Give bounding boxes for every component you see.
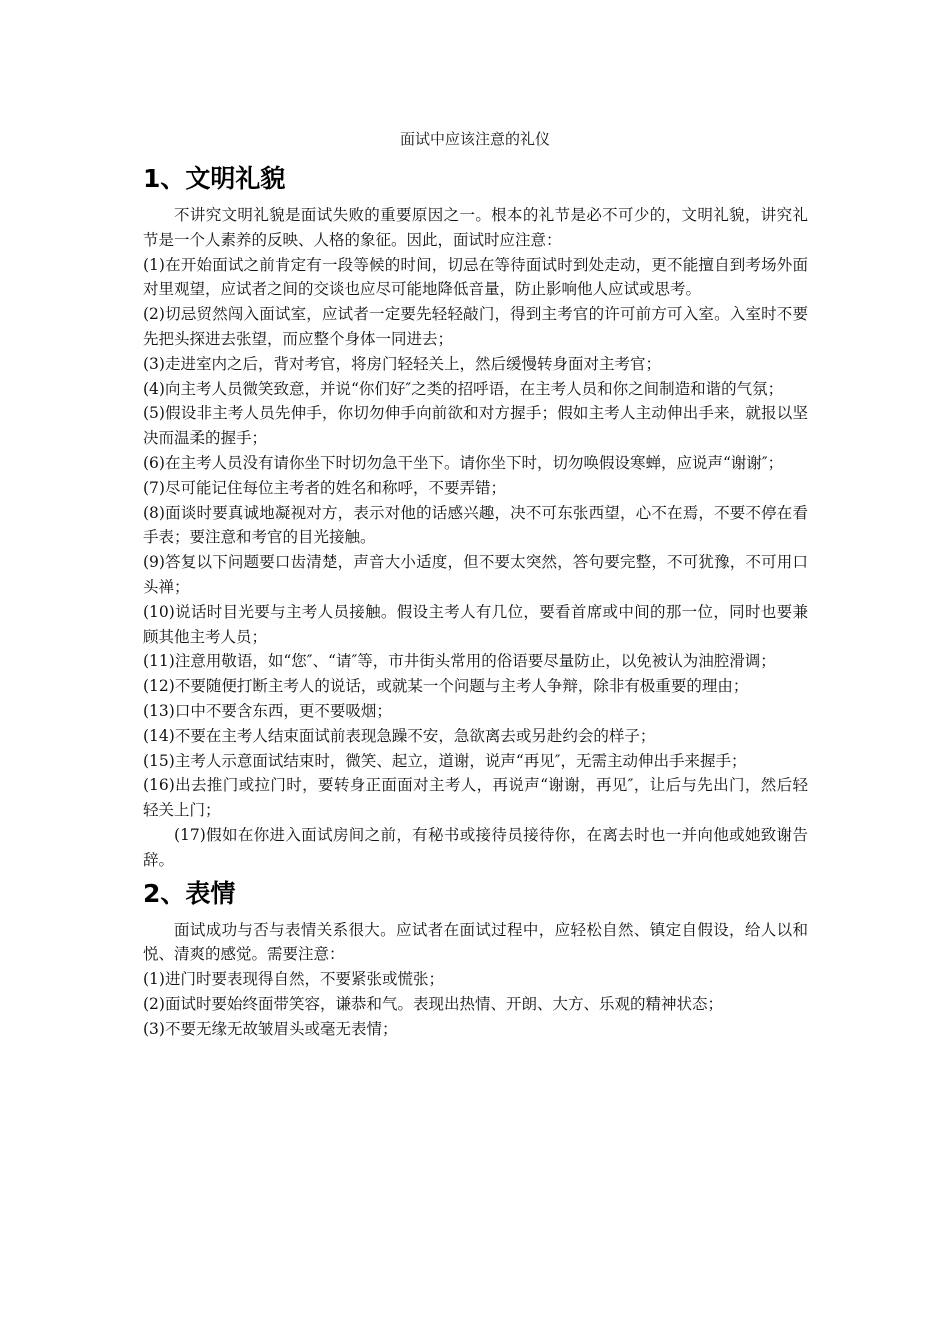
section-heading: 2、表情 bbox=[143, 878, 236, 908]
list-item: (2)面试时要始终面带笑容，谦恭和气。表现出热情、开朗、大方、乐观的精神状态； bbox=[143, 994, 723, 1013]
section-intro: 不讲究文明礼貌是面试失败的重要原因之一。根本的礼节是必不可少的，文明礼貌，讲究礼节是一个人素养的反映、人格的象征。因此，面试时应注意： bbox=[143, 206, 808, 249]
list-item: (5)假设非主考人员先伸手，你切勿伸手向前欲和对方握手；假如主考人主动伸出手来，就报以坚决而温柔的握手； bbox=[143, 404, 808, 448]
list-item: (10)说话时目光要与主考人员接触。假设主考人有几位，要看首席或中间的那一位，同时也要兼顾其他主考人员； bbox=[143, 602, 808, 646]
list-item: (7)尽可能记住每位主考者的姓名和称呼，不要弄错； bbox=[143, 478, 506, 497]
section-expression bbox=[143, 875, 808, 1042]
list-item: (2)切忌贸然闯入面试室，应试者一定要先轻轻敲门，得到主考官的许可前方可入室。入室时不要先把头探进去张望，而应整个身体一同进去； bbox=[143, 305, 808, 348]
list-item: (1)进门时要表现得自然，不要紧张或慌张； bbox=[143, 970, 444, 989]
list-item: (13)口中不要含东西，更不要吸烟； bbox=[143, 701, 392, 720]
list-item: (17)假如在你进入面试房间之前，有秘书或接待员接待你，在离去时也一并向他或她致谢告辞。 bbox=[143, 825, 808, 869]
list-item: (8)面谈时要真诚地凝视对方，表示对他的话感兴趣，决不可东张西望，心不在焉，不要不停在看手表；要注意和考官的目光接触。 bbox=[143, 503, 808, 547]
list-item: (9)答复以下问题要口齿清楚，声音大小适度，但不要太突然，答句要完整，不可犹豫，不可用口头禅； bbox=[143, 553, 808, 596]
list-item: (4)向主考人员微笑致意，并说“你们好″之类的招呼语，在主考人员和你之间制造和谐的气氛； bbox=[143, 379, 784, 398]
list-item: (1)在开始面试之前肯定有一段等候的时间，切忌在等待面试时到处走动，更不能擅自到考场外面对里观望，应试者之间的交谈也应尽可能地降低音量，防止影响他人应试或思考。 bbox=[143, 255, 808, 299]
section-courtesy bbox=[143, 160, 808, 873]
list-item: (6)在主考人员没有请你坐下时切勿急干坐下。请你坐下时，切勿唤假设寒蝉，应说声“谢谢″； bbox=[143, 453, 784, 472]
list-item: (11)注意用敬语，如“您″、“请″等，市井街头常用的俗语要尽量防止，以免被认为油腔滑调； bbox=[143, 652, 776, 671]
document-title: 面试中应该注意的礼仪 bbox=[399, 130, 550, 148]
list-item: (3)不要无缘无故皱眉头或毫无表情； bbox=[143, 1019, 398, 1038]
section-intro: 面试成功与否与表情关系很大。应试者在面试过程中，应轻松自然、镇定自假设，给人以和悦、清爽的感觉。需要注意： bbox=[143, 920, 808, 964]
list-item: (15)主考人示意面试结束时，微笑、起立，道谢，说声“再见″，无需主动伸出手来握手； bbox=[143, 751, 747, 770]
document-body bbox=[143, 160, 808, 1042]
list-item: (12)不要随便打断主考人的说话，或就某一个问题与主考人争辩，除非有极重要的理由； bbox=[143, 677, 749, 696]
list-item: (14)不要在主考人结束面试前表现急躁不安，急欲离去或另赴约会的样子； bbox=[143, 726, 656, 745]
list-item: (16)出去推门或拉门时，要转身正面面对主考人，再说声“谢谢，再见″，让后与先出门，然后轻轻关上门； bbox=[143, 776, 808, 820]
section-heading: 1、文明礼貌 bbox=[143, 164, 286, 193]
list-item: (3)走进室内之后，背对考官，将房门轻轻关上，然后缓慢转身面对主考官； bbox=[143, 354, 661, 373]
